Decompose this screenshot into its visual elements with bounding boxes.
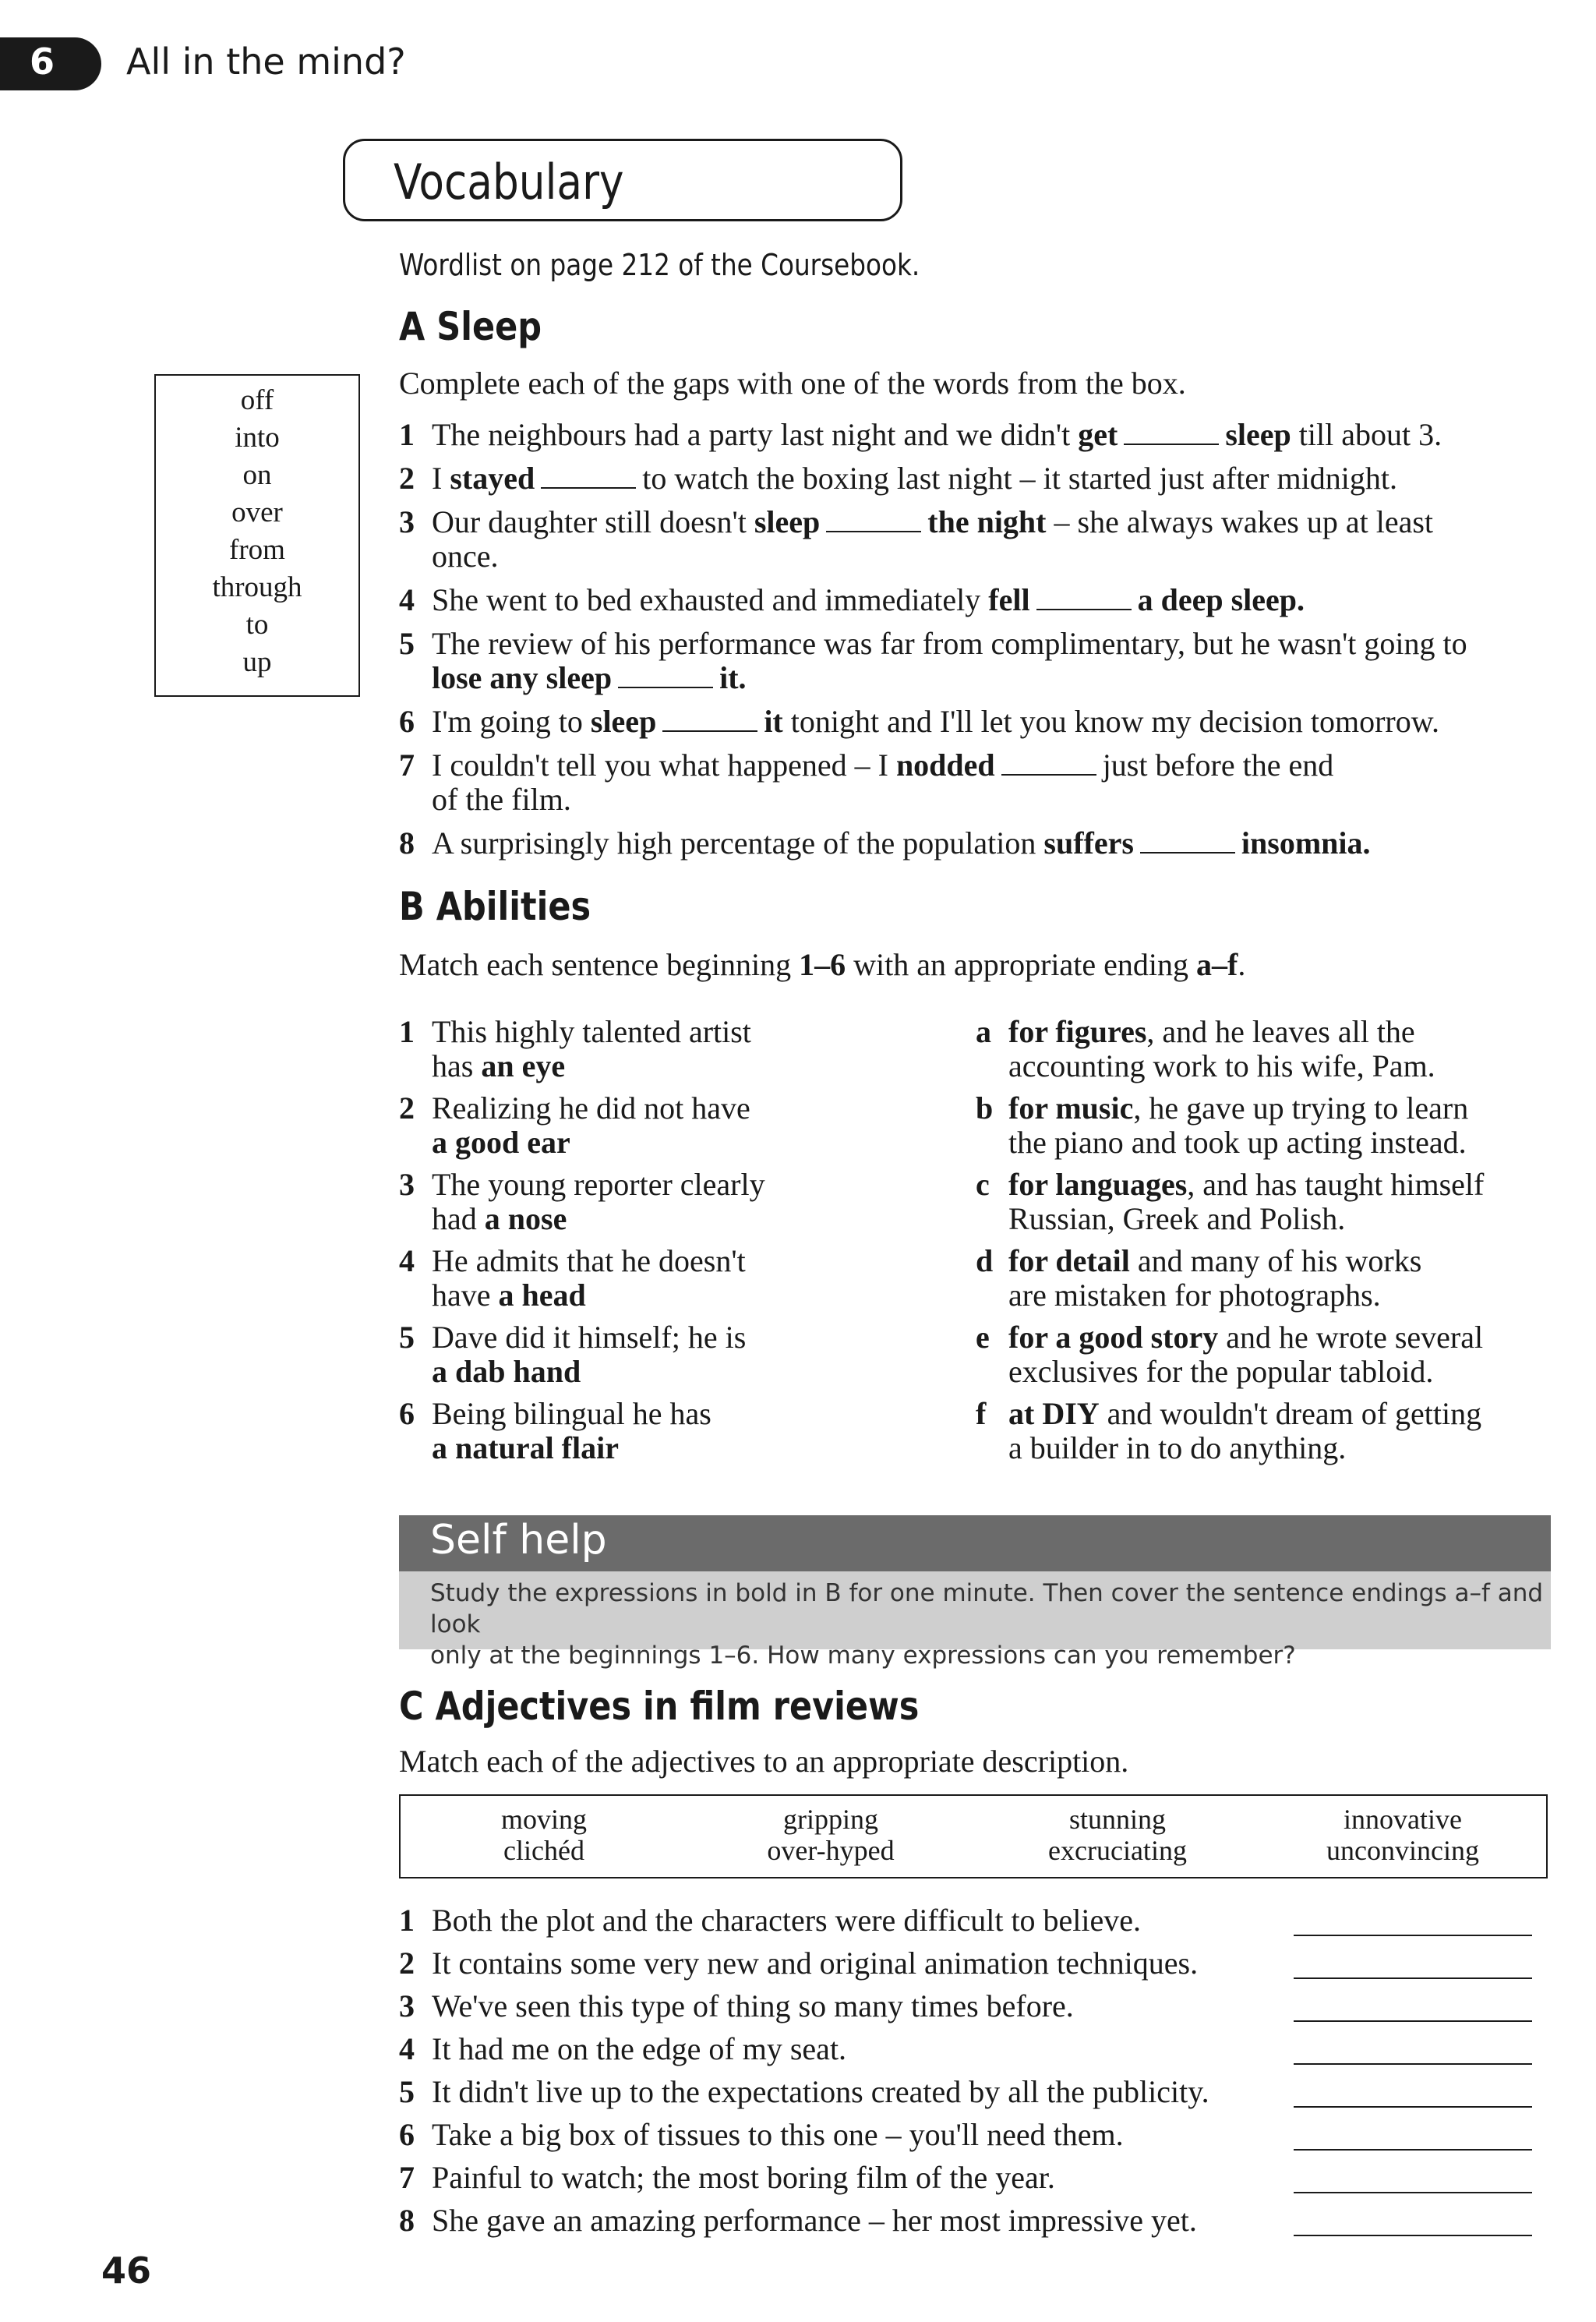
item-text: She went to bed exhausted and immediately [432,582,989,617]
item-letter: d [976,1243,994,1278]
instruction-text: . [1238,947,1246,982]
adjective-column [1001,1804,1234,1866]
item-letter: f [976,1396,987,1431]
item-bold: for languages [1008,1167,1188,1202]
item-continuation: once. [432,539,499,574]
item-number: 7 [399,2160,415,2195]
answer-line[interactable] [1294,2019,1532,2022]
adjective: clichéd [503,1835,584,1866]
item-bold: stayed [450,461,535,496]
item-text: It had me on the edge of my seat. [432,2031,847,2066]
answer-blank[interactable] [1124,420,1219,445]
adjective-column [1286,1804,1520,1866]
self-help-line: only at the beginnings 1–6. How many expressions can you remember? [430,1642,1296,1670]
item-bold: suffers [1043,825,1134,861]
self-help-text [430,1578,1551,1671]
item-bold: lose any sleep [432,660,613,695]
item-number: 5 [399,1320,415,1355]
vocabulary-title-box [343,139,902,221]
item-text: and he wrote several [1218,1320,1484,1355]
item-letter: e [976,1320,990,1355]
answer-blank[interactable] [1036,585,1132,610]
item-text: , and he leaves all the [1146,1014,1415,1049]
item-text: Take a big box of tissues to this one – you'll need them. [432,2117,1124,2152]
item-text: He admits that he doesn't [432,1243,746,1278]
word-box-item: up [242,646,272,678]
instruction-bold: 1–6 [799,947,846,982]
item-number: 6 [399,2117,415,2152]
answer-line[interactable] [1294,1976,1532,1979]
section-c-instruction: Match each of the adjectives to an appropriate description. [399,1744,1129,1779]
item-letter: b [976,1090,994,1126]
answer-line[interactable] [1294,2233,1532,2236]
item-text: Dave did it himself; he is [432,1320,747,1355]
answer-blank[interactable] [662,707,757,732]
item-text: I [432,461,450,496]
item-bold: fell [988,582,1030,617]
item-bold: a deep sleep. [1137,582,1305,617]
item-number: 4 [399,2031,415,2066]
item-number: 8 [399,2203,415,2238]
adjective: excruciating [1048,1835,1187,1866]
adjective-box [399,1794,1548,1878]
item-text: I couldn't tell you what happened – I [432,747,896,783]
adjective-column [427,1804,661,1866]
item-bold: sleep [754,504,821,539]
section-a-instruction: Complete each of the gaps with one of the words from the box. [399,366,1186,401]
item-bold: a head [498,1278,586,1313]
item-continuation: of the film. [432,782,571,817]
unit-badge [0,37,101,90]
item-number: 3 [399,504,415,539]
item-text: It contains some very new and original animation techniques. [432,1946,1199,1981]
section-a-heading: A Sleep [399,304,542,349]
item-letter: c [976,1167,990,1202]
answer-blank[interactable] [618,663,713,688]
item-text: exclusives for the popular tabloid. [1008,1354,1434,1389]
unit-title: All in the mind? [126,41,406,83]
item-text: , he gave up trying to learn [1133,1090,1469,1126]
instruction-text: Match each sentence beginning [399,947,800,982]
item-bold: get [1078,417,1118,452]
item-text: Russian, Greek and Polish. [1008,1201,1346,1236]
item-text: till about 3. [1291,417,1442,452]
item-bold: insomnia. [1241,825,1371,861]
item-bold: a nose [484,1201,567,1236]
adjective: over-hyped [767,1835,895,1866]
item-number: 2 [399,1946,415,1981]
answer-line[interactable] [1294,1933,1532,1936]
item-bold: the night [927,504,1047,539]
item-text: have [432,1278,499,1313]
answer-line[interactable] [1294,2190,1532,2193]
item-text: to watch the boxing last night – it started just after midnight. [642,461,1397,496]
page-number: 46 [101,2250,152,2292]
adjective-column [714,1804,948,1866]
item-text: had [432,1201,485,1236]
item-text: are mistaken for photographs. [1008,1278,1381,1313]
unit-number: 6 [30,41,55,83]
word-box-item: on [242,459,272,491]
adjective: stunning [1068,1804,1166,1835]
item-text: and many of his works [1129,1243,1422,1278]
item-bold: sleep [590,704,657,739]
item-number: 4 [399,1243,415,1278]
word-box-item: through [212,571,302,603]
item-bold: for detail [1008,1243,1130,1278]
answer-blank[interactable] [1001,751,1096,776]
item-bold: it [764,704,783,739]
item-letter: a [976,1014,991,1049]
answer-blank[interactable] [826,507,921,532]
item-text: The neighbours had a party last night and we didn't [432,417,1079,452]
word-box-item: from [229,534,285,566]
item-text: just before the end [1102,747,1334,783]
self-help-title: Self help [430,1517,607,1564]
item-text: Painful to watch; the most boring film of the year. [432,2160,1055,2195]
item-number: 4 [399,582,415,617]
item-number: 6 [399,704,415,739]
item-text: Our daughter still doesn't [432,504,754,539]
self-help-body [399,1571,1551,1670]
item-text: Being bilingual he has [432,1396,711,1431]
word-box-item: off [240,384,274,416]
item-text: – she always wakes up at least [1046,504,1434,539]
section-b-heading: B Abilities [399,884,591,929]
item-text: tonight and I'll let you know my decision tomorrow. [782,704,1440,739]
item-number: 5 [399,626,415,661]
item-bold: a dab hand [432,1354,581,1389]
item-number: 1 [399,1014,415,1049]
item-number: 1 [399,1903,415,1938]
item-text: the piano and took up acting instead. [1008,1125,1467,1160]
section-b-instruction [399,946,1245,983]
item-text: Both the plot and the characters were difficult to believe. [432,1903,1142,1938]
item-text: The young reporter clearly [432,1167,765,1202]
item-text: This highly talented artist [432,1014,751,1049]
section-c-heading: C Adjectives in film reviews [399,1684,920,1729]
item-number: 2 [399,461,415,496]
word-box-item: into [235,422,280,454]
item-text: We've seen this type of thing so many times before. [432,1988,1074,2023]
word-box-item: to [245,609,269,641]
item-bold: at DIY [1008,1396,1100,1431]
item-text: accounting work to his wife, Pam. [1008,1048,1435,1083]
item-bold: for a good story [1008,1320,1219,1355]
item-bold: for figures [1008,1014,1147,1049]
item-bold: nodded [895,747,995,783]
answer-line[interactable] [1294,2147,1532,2151]
instruction-text: with an appropriate ending [846,947,1196,982]
item-number: 6 [399,1396,415,1431]
item-bold: a good ear [432,1125,570,1160]
wordlist-note: Wordlist on page 212 of the Coursebook. [399,248,920,282]
adjective: moving [500,1804,587,1835]
item-text: Realizing he did not have [432,1090,750,1126]
item-number: 5 [399,2074,415,2109]
self-help-line: Study the expressions in bold in B for one minute. Then cover the sentence endings a–f and look [430,1579,1544,1638]
item-text: A surprisingly high percentage of the population [432,825,1044,861]
item-text: has [432,1048,482,1083]
instruction-bold: a–f [1196,947,1238,982]
item-text: She gave an amazing performance – her most impressive yet. [432,2203,1197,2238]
word-box-item: over [231,497,283,528]
answer-line[interactable] [1294,2105,1532,2108]
item-bold: sleep [1225,417,1291,452]
item-number: 2 [399,1090,415,1126]
adjective: innovative [1344,1804,1462,1835]
item-text: It didn't live up to the expectations created by all the publicity. [432,2074,1209,2109]
item-number: 8 [399,825,415,861]
item-bold: an eye [481,1048,566,1083]
vocabulary-title: Vocabulary [394,154,624,210]
item-text: a builder in to do anything. [1008,1430,1347,1465]
word-box [154,374,360,697]
item-continuation [432,661,747,695]
item-text: I'm going to [432,704,591,739]
item-bold: for music [1008,1090,1134,1126]
item-bold: it. [719,660,747,695]
item-text: The review of his performance was far from complimentary, but he wasn't going to [432,626,1467,661]
answer-line[interactable] [1294,2062,1532,2065]
adjective: gripping [783,1804,878,1835]
item-text: and wouldn't dream of getting [1099,1396,1482,1431]
answer-blank[interactable] [541,464,636,489]
adjective: unconvincing [1326,1835,1479,1866]
item-number: 3 [399,1988,415,2023]
self-help-bar [399,1515,1551,1571]
item-number: 1 [399,417,415,452]
item-number: 3 [399,1167,415,1202]
item-bold: a natural flair [432,1430,619,1465]
item-number: 7 [399,747,415,783]
item-text: , and has taught himself [1187,1167,1485,1202]
answer-blank[interactable] [1140,829,1235,854]
